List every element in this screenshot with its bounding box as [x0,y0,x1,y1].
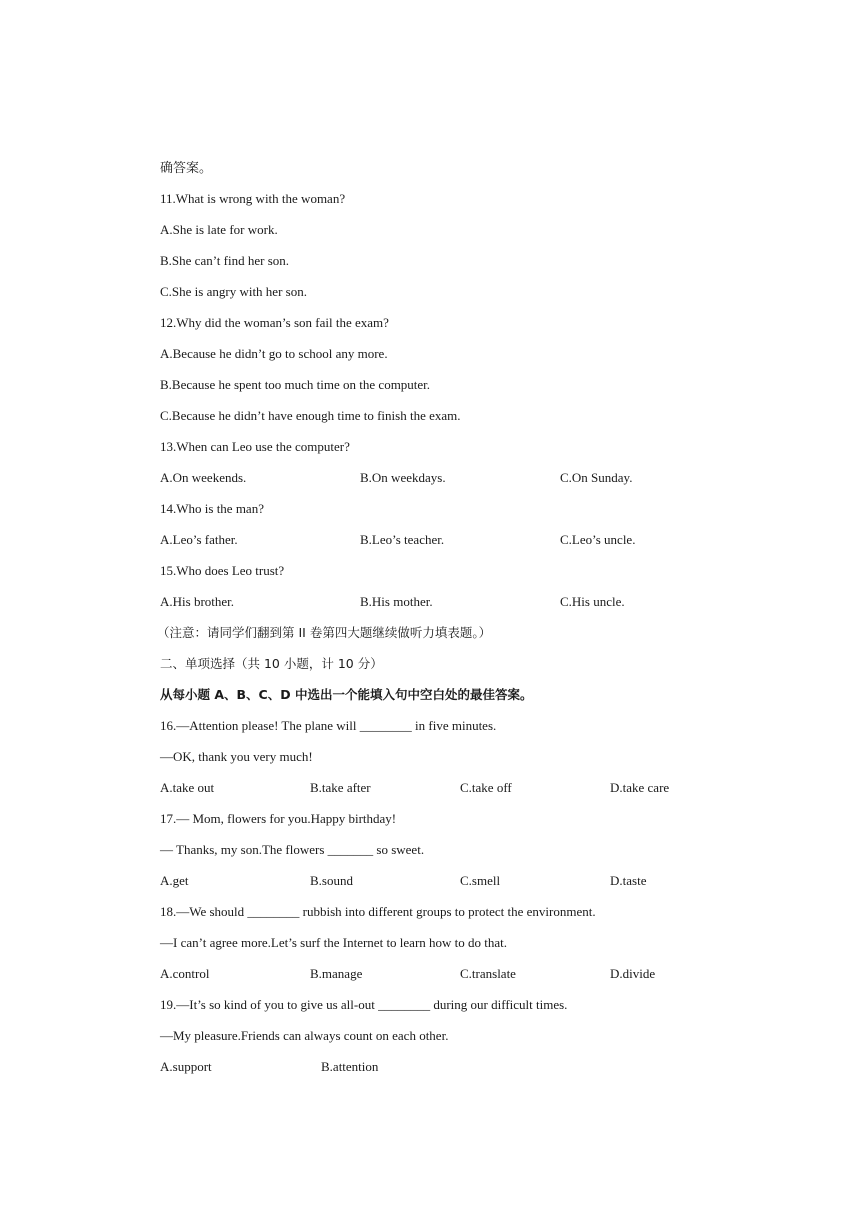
question-19-option-a: A.support [160,1059,212,1074]
question-11: 11.What is wrong with the woman? [160,191,346,206]
question-15-options [160,591,760,622]
note-listening: （注意：请同学们翻到第 II 卷第四大题继续做听力填表题。） [157,625,492,640]
question-12-option-c: C.Because he didn’t have enough time to finish the exam. [160,408,461,423]
question-15: 15.Who does Leo trust? [160,563,285,578]
question-17-option-d: D.taste [610,873,647,888]
question-17-option-b: B.sound [310,873,353,888]
question-14-option-c: C.Leo’s uncle. [560,532,636,547]
question-17-options [160,870,760,901]
question-14: 14.Who is the man? [160,501,264,516]
question-16-option-b: B.take after [310,780,371,795]
question-15-option-c: C.His uncle. [560,594,625,609]
question-14-option-b: B.Leo’s teacher. [360,532,445,547]
question-13: 13.When can Leo use the computer? [160,439,350,454]
question-13-option-a: A.On weekends. [160,470,247,485]
question-15-option-a: A.His brother. [160,594,235,609]
question-18-option-c: C.translate [460,966,516,981]
question-17: 17.— Mom, flowers for you.Happy birthday! [160,811,397,826]
question-18: 18.—We should ________ rubbish into different groups to protect the environment. [160,904,596,919]
question-19: 19.—It’s so kind of you to give us all-out ________ during our difficult times. [160,997,568,1012]
question-18-option-b: B.manage [310,966,363,981]
question-16-options [160,777,760,808]
question-12: 12.Why did the woman’s son fail the exam? [160,315,389,330]
question-16-option-c: C.take off [460,780,512,795]
question-12-option-a: A.Because he didn’t go to school any more. [160,346,388,361]
question-16: 16.—Attention please! The plane will ________ in five minutes. [160,718,497,733]
question-11-option-b: B.She can’t find her son. [160,253,290,268]
question-11-option-a: A.She is late for work. [160,222,278,237]
question-18-options [160,963,760,994]
section-2-title: 二、单项选择（共 10 小题，计 10 分） [160,656,383,671]
question-18-option-a: A.control [160,966,210,981]
question-16-reply: —OK, thank you very much! [160,749,313,764]
question-19-options [160,1056,760,1087]
question-19-option-b: B.attention [321,1059,379,1074]
question-17-reply: — Thanks, my son.The flowers _______ so sweet. [160,842,425,857]
question-13-option-c: C.On Sunday. [560,470,633,485]
question-17-option-c: C.smell [460,873,501,888]
question-14-option-a: A.Leo’s father. [160,532,238,547]
question-15-option-b: B.His mother. [360,594,433,609]
question-17-option-a: A.get [160,873,189,888]
question-18-option-d: D.divide [610,966,656,981]
exam-content [157,157,760,1087]
intro-tail: 确答案。 [160,160,213,175]
section-2-instruction: 从每小题 A、B、C、D 中选出一个能填入句中空白处的最佳答案。 [160,687,533,702]
question-14-options [160,529,760,560]
question-16-option-a: A.take out [160,780,215,795]
question-18-reply: —I can’t agree more.Let’s surf the Internet to learn how to do that. [160,935,508,950]
question-16-option-d: D.take care [610,780,670,795]
question-13-option-b: B.On weekdays. [360,470,446,485]
question-11-option-c: C.She is angry with her son. [160,284,307,299]
question-13-options [160,467,760,498]
question-19-reply: —My pleasure.Friends can always count on each other. [160,1028,449,1043]
question-12-option-b: B.Because he spent too much time on the computer. [160,377,431,392]
